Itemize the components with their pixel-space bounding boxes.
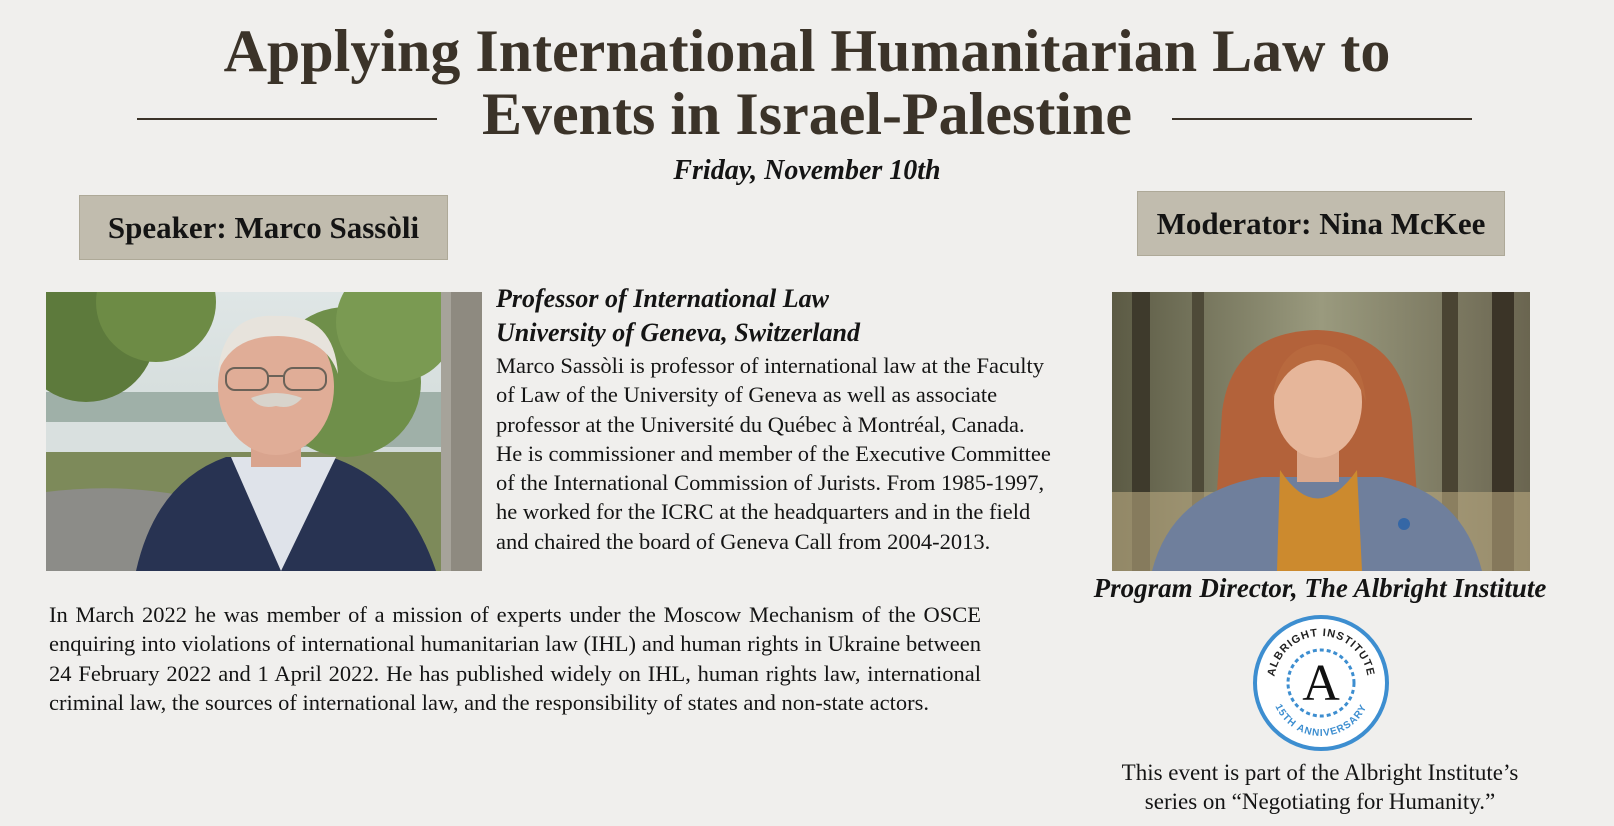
event-title-line-1: Applying International Humanitarian Law to bbox=[223, 18, 1391, 84]
speaker-bio-paragraph-1: Marco Sassòli is professor of international law at the Faculty of Law of the University of Geneva as well as associate professor at the Université du Québec à Montréal, Canada. He is commissioner and member of the Executive Committee of the International Commission of Jurists. From 1985-1997, he worked for the ICRC at the headquarters and in the field and chaired the board of Geneva Call from 2004-2013. bbox=[496, 353, 1051, 554]
logo-letter: A bbox=[1302, 655, 1340, 712]
speaker-label: Speaker: Marco Sassòli bbox=[107, 209, 420, 245]
series-note-line-1: This event is part of the Albright Institute’s bbox=[1121, 760, 1519, 785]
series-note-line-2: series on “Negotiating for Humanity.” bbox=[1144, 789, 1496, 814]
title-rule-right bbox=[1172, 118, 1472, 120]
logo-bottom-text: 15TH ANNIVERSARY bbox=[1272, 702, 1370, 740]
moderator-label-box bbox=[1137, 191, 1505, 256]
logo-top-text: ALBRIGHT INSTITUTE bbox=[1265, 626, 1377, 678]
moderator-photo bbox=[1112, 292, 1530, 571]
moderator-role: Program Director, The Albright Institute bbox=[1093, 573, 1547, 603]
event-title-line-2: Events in Israel-Palestine bbox=[482, 81, 1132, 147]
speaker-bio-paragraph-2: In March 2022 he was member of a mission of experts under the Moscow Mechanism of the OSCE enquiring into violations of international humanitarian law (IHL) and human rights in Ukraine between 24 February 2022 and 1 April 2022. He has published widely on IHL, human rights law, international criminal law, the sources of international law, and the responsibility of states and non-state actors. bbox=[49, 602, 981, 715]
speaker-photo bbox=[46, 292, 482, 571]
speaker-label-box bbox=[79, 195, 448, 260]
albright-institute-logo bbox=[1252, 614, 1390, 752]
speaker-institution: University of Geneva, Switzerland bbox=[496, 318, 860, 347]
speaker-position: Professor of International Law bbox=[496, 284, 829, 313]
event-date: Friday, November 10th bbox=[673, 155, 941, 186]
series-note bbox=[1060, 758, 1580, 816]
moderator-label: Moderator: Nina McKee bbox=[1156, 205, 1486, 241]
